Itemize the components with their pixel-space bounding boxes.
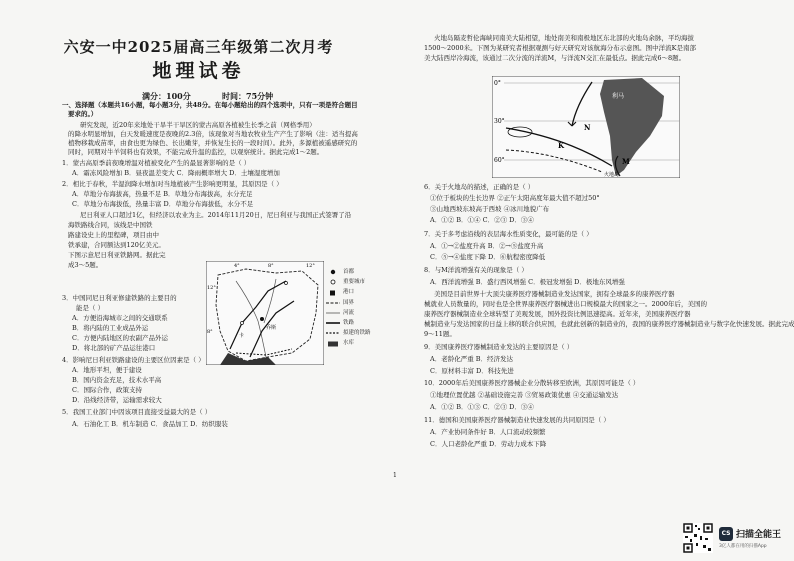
lat-label: 0°	[494, 80, 501, 87]
text-line: 研究发现，近20年来地处干旱半干旱区的蒙古高原各植被生长季之前（网格季用）	[80, 121, 316, 129]
text-line: 成3～5题。	[68, 261, 103, 269]
text-line: A．①② B．①④ C．②③ D．③④	[430, 216, 534, 224]
lon-label: 4°	[234, 263, 240, 269]
lat-label: 8°	[207, 329, 213, 335]
text-line: ①地理位置优越 ②基础设施完善 ③贸易政策优惠 ④交通运输发达	[430, 391, 619, 399]
map-label: M	[622, 157, 630, 166]
qr-code-icon	[683, 523, 713, 553]
text-line: 4．影响尼日利亚铁路建设的主要区位因素是（ ）	[62, 356, 205, 364]
text-line: 康养医疗器械制造业全球转型了美观发展，国外投资比例迅速提高。近年来，美国康养医疗器	[424, 310, 691, 318]
text-line: 路建设史上的里程碑，项目由中	[68, 231, 159, 239]
text-line: 铁承建，合同额达到120亿美元。	[68, 241, 165, 249]
page-number: 1	[393, 472, 397, 479]
text-line: B．将内陆的工业成品外运	[72, 324, 149, 332]
exam-title: 六安一中2025届高三年级第二次月考	[63, 38, 334, 56]
text-line: A．①→②盐度升高 B．②→⑤盐度升高	[430, 242, 544, 250]
place-label: 乔斯	[266, 325, 277, 331]
text-line: 美国是目前世界十大顶尖康养医疗器械制造业发达国家，拥有全球最多的康养医疗器	[434, 290, 675, 298]
text-line: C．原材料丰富 D．科技先进	[430, 367, 514, 375]
text-line: 9．美国康养医疗器械制造业发达的主要原因是（ ）	[424, 343, 574, 351]
text-line: ①位于板块的生长边界 ②正午太阳高度年最大值不超过50°	[430, 194, 600, 202]
text-line: A．石油化工 B．机车制造 C．食品加工 D．纺织服装	[72, 420, 228, 428]
text-line: A．草地分布海拔高，热量不足 B．草地分布海拔高，水分充足	[72, 190, 253, 198]
text-line: B．国内资金充足，技术水平高	[72, 376, 162, 384]
text-line: 5．我国工业部门中因该项目直接受益最大的是（ ）	[62, 408, 212, 416]
subject-title: 地理试卷	[152, 60, 245, 82]
capital-marker	[260, 317, 264, 321]
map-label: 火地岛	[604, 172, 620, 178]
text-line: C．⑤→④盐度下降 D．⑥航程密度降低	[430, 253, 546, 261]
time-label: 时间：75分钟	[222, 91, 274, 101]
text-line: 10．2000年后美国康养医疗器械企业分散转移至欧洲，其原因可能是（ ）	[424, 379, 640, 387]
text-line: C．方便内陆地区的农副产品外运	[72, 334, 168, 342]
text-line: 7．关于多考虑沿线的表层海水性质变化，最可能的是（ ）	[424, 230, 593, 238]
map-label: K	[558, 141, 565, 150]
text-line: C．草地分布海拔低，热量丰富 D．草地分布海拔低，水分不足	[72, 200, 254, 208]
text-line: C．国际合作，政策支持	[72, 386, 142, 394]
app-logo-icon: CS	[719, 527, 733, 541]
south-america-current-map	[492, 76, 680, 178]
score-label: 满分：100分	[142, 91, 191, 101]
text-line: 6．关于火地岛的描述，正确的是（ ）	[424, 183, 535, 191]
place-label: 卡	[239, 333, 245, 339]
text-line: D．将北部的矿产品运往港口	[72, 344, 156, 352]
text-line: A．老龄化严重 B．经济发达	[430, 355, 514, 363]
text-line: A．西洋流增强 B．盛行西风增强 C．极冠发增强 D．极地东风增强	[430, 278, 625, 286]
text-line: 3．中国同尼日利亚修建铁路的主要目的	[62, 294, 177, 302]
map-label: N	[584, 123, 591, 132]
text-line: 1500～2000米。下图为某研究者根据观测与好天研究对该航海分布示意图。图中洋流K是南部	[424, 44, 696, 52]
text-line: 械就业人员数量的，同时也是全世界康养医疗器械进出口规模最大的国家之一。2000年后，美国的	[424, 300, 708, 308]
text-line: 的降水明显增加，白天发暖速度是夜晚的2.3倍，该现象对当地农牧业生产产生了影响（注：适当提高	[68, 130, 358, 138]
text-line: 11．德国和美国康养医疗器械制造业快速发展的共同原因是（ ）	[424, 416, 610, 424]
nigeria-rail-map	[206, 261, 324, 365]
text-line: 火地岛隔麦哲伦海峡同南美大陆相望，地处南美和南极地区东北部的火地岛余脉，平均海拔	[434, 34, 694, 42]
text-line: 美大陆西岸冷海流，该通过二次分流的洋流M，与洋流N交汇在最低点。据此完成6～8题。	[424, 54, 686, 62]
lat-label: 12°	[207, 285, 216, 291]
lat-label: 60°	[494, 157, 505, 164]
text-line: ③山地西坡东坡高于西坡 ④冰川地貌广布	[430, 205, 550, 213]
lon-label: 12°	[306, 263, 315, 269]
map-label: 利马	[612, 93, 625, 100]
app-tagline: 3亿人都在用的扫描App	[719, 544, 767, 549]
text-line: C．人口老龄化严重 D．劳动力成本下降	[430, 440, 547, 448]
text-line: 一、选择题（本题共16小题，每小题3分，共48分。在每小题给出的四个选项中，只有一项是符合题目	[62, 101, 358, 109]
app-name: 扫描全能王	[736, 530, 782, 540]
text-line: 尼日利亚人口超过1亿，但经济以农业为主。2014年11月20日，尼日利亚与我国正式签署了沿	[80, 211, 352, 219]
text-line: D．沿线经济带，运输需求较大	[72, 396, 162, 404]
scanner-watermark	[683, 523, 791, 555]
text-line: 9～11题。	[424, 330, 456, 338]
text-line: 同时，同期对牛羊饲料也有效果，不能完成升温的监控，以观察统计。据此完成1～2题。	[68, 148, 324, 156]
text-line: 械制造业与发达国家的日益上移的联合供应国，也就此创新的制造业的，我国的康养医疗器械制造业与数字化快速发展。据此完成	[424, 320, 794, 328]
text-line: A．方便沿海城市之间的交通联系	[72, 314, 168, 322]
text-line: 要求的。）	[68, 110, 98, 118]
text-line: 2．相比于春秋，半湿润降水增加对当地植被产生影响更明显，其原因是（ ）	[62, 180, 283, 188]
lon-label: 8°	[268, 263, 274, 269]
text-line: 能是（ ）	[76, 304, 105, 312]
text-line: 海铁路线合同，该线是中国铁	[68, 221, 153, 229]
city-marker	[285, 282, 288, 285]
text-line: 下图示意尼日利亚铁路网。据此完	[68, 251, 166, 259]
text-line: 植物移栽成苗率，由食也更为绿色、长出嫩芽，并恢复生长的一段时间）。此外，多源植被遥感研究的	[68, 139, 358, 147]
text-line: A．产业协同条件好 B．人口流动较频繁	[430, 428, 546, 436]
text-line: A．①② B．①③ C．②③ D．③④	[430, 403, 534, 411]
city-marker	[241, 322, 244, 325]
map-legend: 首都 重要城市 港口 国界 河流 铁路 拟建的铁路 水库	[326, 267, 371, 349]
text-line: A．地形平坦，便于建设	[72, 366, 142, 374]
lat-label: 30°	[494, 118, 505, 125]
text-line: 8．与M洋流增强有关的现象是（ ）	[424, 266, 528, 274]
text-line: 1．蒙古高原季前夜晚增温对植被变化产生的最显著影响的是（ ）	[62, 159, 251, 167]
text-line: A．霜冻风险增加 B．昼夜温差变大 C．降雨概率增大 D．土壤湿度增加	[72, 169, 280, 177]
